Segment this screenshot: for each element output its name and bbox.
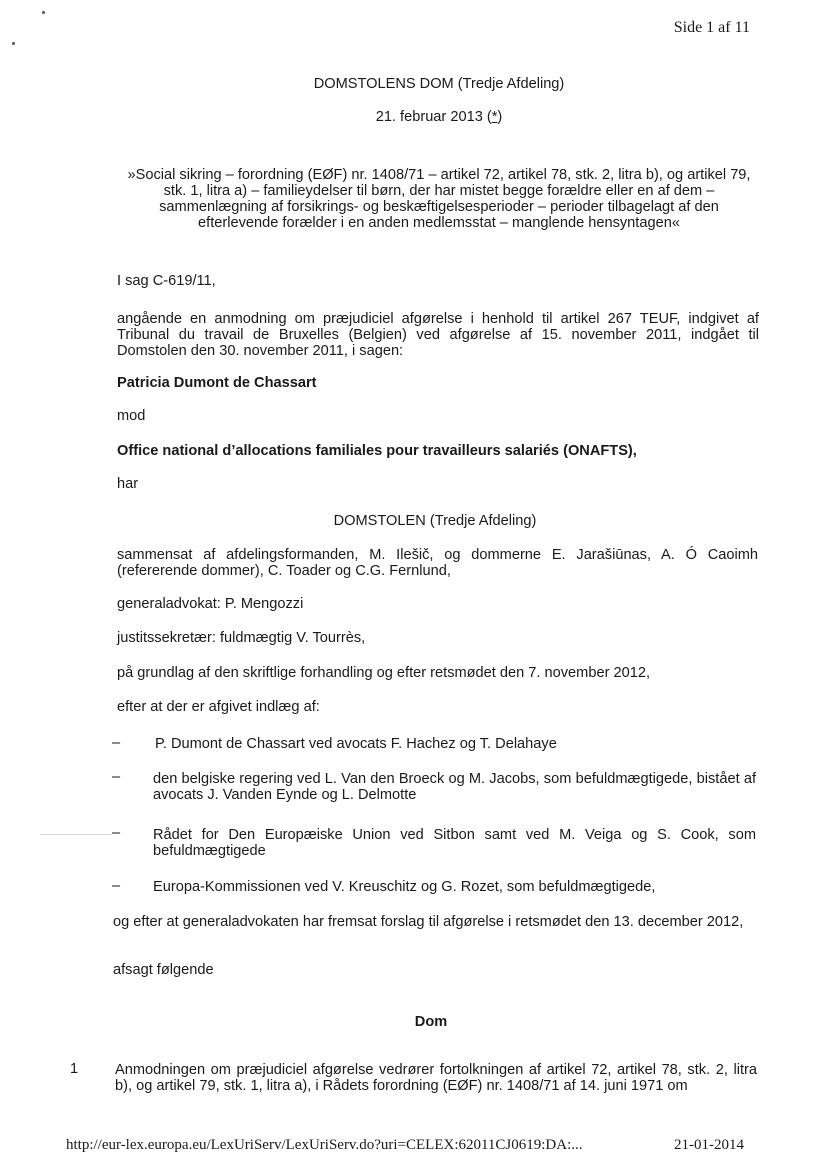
applicant-name: Patricia Dumont de Chassart — [117, 375, 317, 391]
request-paragraph: angående en anmodning om præjudiciel afgørelse i henhold til artikel 267 TEUF, indgivet af Tribunal du travail de Bruxelles (Belgien) ved afgørelse af 15. november 2011, indgået til Domstolen den 30. november 2011, i sagen: — [117, 311, 759, 359]
footer-date: 21-01-2014 — [674, 1137, 744, 1153]
list-item: den belgiske regering ved L. Van den Broeck og M. Jacobs, som befuldmægtigede, bistået af avocats J. Vanden Eynde og L. Delmotte — [153, 771, 756, 803]
scan-speck — [12, 42, 15, 45]
court-heading: DOMSTOLEN (Tredje Afdeling) — [333, 513, 537, 529]
advocate-general: generaladvokat: P. Mengozzi — [117, 596, 304, 612]
judgment-title: DOMSTOLENS DOM (Tredje Afdeling) — [313, 76, 565, 92]
footnote-link[interactable]: * — [491, 109, 498, 125]
has-text: har — [117, 476, 139, 492]
judgment-date-text: 21. februar 2013 ( — [375, 109, 492, 125]
scan-artifact-line — [40, 834, 112, 835]
judgment-date — [0, 109, 828, 125]
paragraph-text: Anmodningen om præjudiciel afgørelse vedrører fortolkningen af artikel 72, artikel 78, stk. 2, litra b), og artikel 79, stk. 1, litra a), i Rådets forordning (EØF) nr. 1408/71 af 14. juni 1971 om — [115, 1062, 757, 1094]
case-number: I sag C-619/11, — [117, 273, 216, 289]
judgment-date-close: ) — [497, 109, 503, 125]
versus-text: mod — [117, 408, 146, 424]
list-item: P. Dumont de Chassart ved avocats F. Hachez og T. Delahaye — [155, 736, 557, 752]
delivered-text: afsagt følgende — [113, 962, 214, 978]
list-dash: – — [112, 825, 121, 841]
footer-url: http://eur-lex.europa.eu/LexUriServ/LexUriServ.do?uri=CELEX:62011CJ0619:DA:... — [66, 1137, 583, 1153]
page-number: Side 1 af 11 — [673, 19, 750, 36]
list-item: Rådet for Den Europæiske Union ved Sitbon samt ved M. Veiga og S. Cook, som befuldmægtigede — [153, 827, 756, 859]
observations-intro: efter at der er afgivet indlæg af: — [117, 699, 320, 715]
scan-speck — [42, 11, 45, 14]
court-composition: sammensat af afdelingsformanden, M. Ilešič, og dommerne E. Jarašiūnas, A. Ó Caoimh (refererende dommer), C. Toader og C.G. Fernlund, — [117, 547, 758, 579]
list-item: Europa-Kommissionen ved V. Kreuschitz og G. Rozet, som befuldmægtigede, — [153, 879, 656, 895]
paragraph-number: 1 — [70, 1061, 79, 1077]
judgment-heading: Dom — [414, 1014, 448, 1030]
list-dash: – — [112, 878, 121, 894]
procedure-text: på grundlag af den skriftlige forhandling og efter retsmødet den 7. november 2012, — [117, 665, 650, 681]
registrar: justitssekretær: fuldmægtig V. Tourrès, — [117, 630, 366, 646]
list-dash: – — [112, 769, 121, 785]
opinion-paragraph: og efter at generaladvokaten har fremsat forslag til afgørelse i retsmødet den 13. december 2012, — [113, 914, 744, 930]
defendant-name: Office national d’allocations familiales pour travailleurs salariés (ONAFTS), — [117, 443, 637, 459]
subject-keywords: »Social sikring – forordning (EØF) nr. 1408/71 – artikel 72, artikel 78, stk. 2, litra b), og artikel 79, stk. 1, litra a) – familieydelser til børn, der har mistet begge forældre eller en af dem – sammenlægning af forsikrings- og beskæftigelsesperioder – perioder tilbagelagt af den efterlevende forælder i en anden medlemsstat – manglende hensyntagen« — [127, 167, 751, 231]
list-dash: – — [112, 735, 121, 751]
